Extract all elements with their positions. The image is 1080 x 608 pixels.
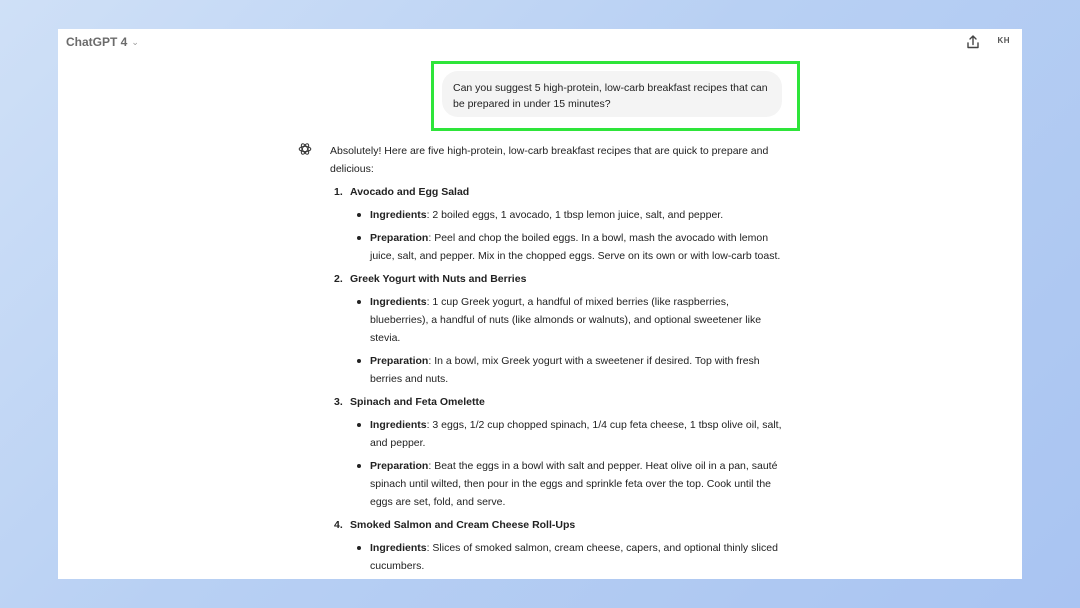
avatar[interactable]: KH — [997, 36, 1010, 45]
ingredients-text: : 1 cup Greek yogurt, a handful of mixed berries (like raspberries, blueberries), a handful of nuts (like almonds or walnuts), and optional sweetener like stevia. — [370, 296, 762, 344]
ingredients-bullet — [350, 416, 790, 452]
ingredients-label: Ingredients — [370, 542, 427, 554]
assistant-message — [330, 142, 790, 579]
recipe-number: 4. — [334, 519, 343, 531]
user-message: Can you suggest 5 high-protein, low-carb breakfast recipes that can be prepared in under 15 minutes? — [442, 71, 782, 117]
preparation-bullet — [350, 352, 790, 388]
recipe-title: Smoked Salmon and Cream Cheese Roll-Ups — [350, 519, 576, 531]
recipe-number: 1. — [334, 186, 343, 198]
recipe-item — [330, 393, 790, 511]
ingredients-bullet — [350, 206, 790, 224]
share-icon[interactable] — [965, 34, 981, 50]
model-selector[interactable] — [66, 35, 139, 49]
preparation-text: : Peel and chop the boiled eggs. In a bowl, mash the avocado with lemon juice, salt, and pepper. Mix in the chopped eggs. Serve on its own or with low-carb toast. — [370, 232, 781, 262]
ingredients-bullet — [350, 293, 790, 347]
openai-logo-icon — [298, 142, 312, 156]
recipe-number: 3. — [334, 396, 343, 408]
recipe-title: Avocado and Egg Salad — [350, 186, 470, 198]
preparation-bullet — [350, 229, 790, 265]
preparation-label: Preparation — [370, 460, 429, 472]
recipe-number: 2. — [334, 273, 343, 285]
ingredients-label: Ingredients — [370, 419, 427, 431]
model-name: ChatGPT 4 — [66, 35, 128, 49]
chevron-down-icon: ⌄ — [131, 36, 139, 47]
chat-window — [58, 29, 1022, 579]
assistant-intro: Absolutely! Here are five high-protein, low-carb breakfast recipes that are quick to prepare and delicious: — [330, 145, 769, 175]
top-bar — [58, 29, 1022, 55]
ingredients-label: Ingredients — [370, 296, 427, 308]
preparation-bullet — [350, 457, 790, 511]
recipe-title: Spinach and Feta Omelette — [350, 396, 485, 408]
recipe-item — [330, 183, 790, 265]
recipe-item — [330, 270, 790, 388]
recipe-title: Greek Yogurt with Nuts and Berries — [350, 273, 527, 285]
ingredients-text: : 2 boiled eggs, 1 avocado, 1 tbsp lemon juice, salt, and pepper. — [426, 209, 724, 221]
preparation-text: : Beat the eggs in a bowl with salt and pepper. Heat olive oil in a pan, sauté spinach until wilted, then pour in the eggs and sprinkle feta over the top. Cook until the eggs are set, fold, and serve. — [370, 460, 778, 508]
preparation-label: Preparation — [370, 355, 429, 367]
recipe-item — [330, 516, 790, 575]
preparation-label: Preparation — [370, 232, 429, 244]
ingredients-text: : Slices of smoked salmon, cream cheese, capers, and optional thinly sliced cucumbers. — [370, 542, 778, 572]
ingredients-bullet — [350, 539, 790, 575]
ingredients-label: Ingredients — [370, 209, 427, 221]
preparation-text: : In a bowl, mix Greek yogurt with a sweetener if desired. Top with fresh berries and nuts. — [370, 355, 760, 385]
ingredients-text: : 3 eggs, 1/2 cup chopped spinach, 1/4 cup feta cheese, 1 tbsp olive oil, salt, and pepper. — [370, 419, 782, 449]
